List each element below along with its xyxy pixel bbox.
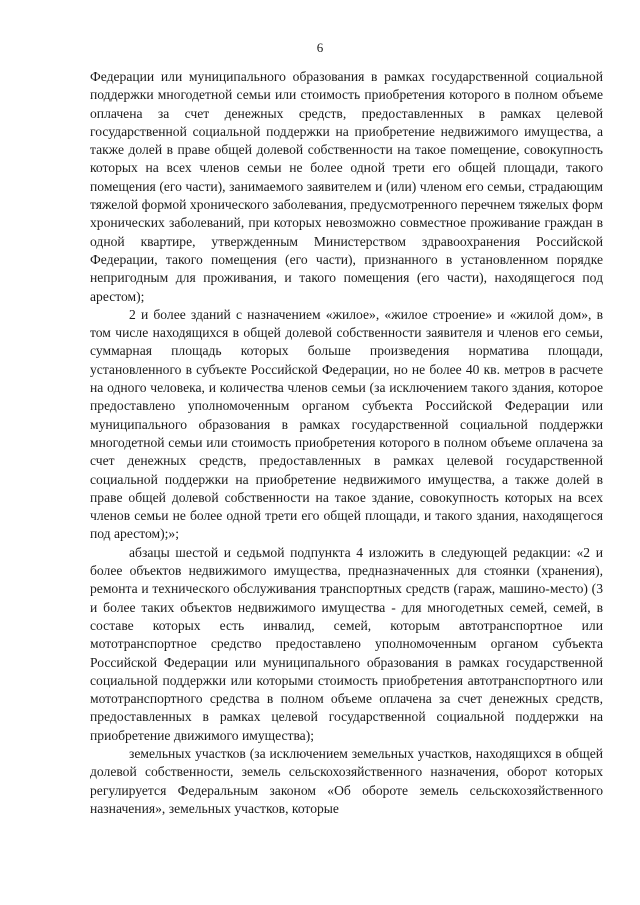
paragraph-buildings: 2 и более зданий с назначением «жилое», «жилое строение» и «жилой дом», в том числе находящихся в общей долевой собственности заявителя и членов его семьи, суммарная площадь которых больше произведения норматива площади, установленного в субъекте Российской Федерации, но не более 40 кв. метров в расчете на одного человека, и количества членов семьи (за исключением такого здания, которое предоставлено уполномоченным органом субъекта Российской Федерации или муниципального образования в рамках государственной социальной поддержки многодетной семьи или стоимость приобретения которого в полном объеме оплачена за счет денежных средств, предоставленных в рамках целевой государственной социальной поддержки на приобретение недвижимого имущества, а также долей в праве общей долевой собственности на такое здание, совокупность которых на всех членов семьи не более одной трети его общей площади, и такого здания, находящегося под арестом);»; [90, 306, 603, 542]
page-number: 6 [316, 40, 324, 55]
paragraph-land-plots: земельных участков (за исключением земельных участков, находящихся в общей долевой собственности, земель сельскохозяйственного назначения, оборот которых регулируется Федеральным законом «Об обороте земель сельскохозяйственного назначения», земельных участков, которые [90, 745, 603, 816]
paragraph-amendment: абзацы шестой и седьмой подпункта 4 изложить в следующей редакции: «2 и более объектов недвижимого имущества, предназначенных для стоянки (хранения), ремонта и технического обслуживания транспортных средств (гараж, машино-место) (3 и более таких объектов недвижимого имущества - для многодетных семей, семей, в составе которых есть инвалид, семей, которым автотранспортное или мототранспортное средство предоставлено уполномоченным органом субъекта Российской Федерации или муниципального образования в рамках государственной социальной поддержки или которыми стоимость приобретения автотранспортного или мототранспортного средства в полном объеме оплачена за счет денежных средств, предоставленных в рамках целевой государственной социальной поддержки на приобретение движимого имущества); [90, 544, 603, 743]
document-body [90, 68, 603, 818]
paragraph-continuation: Федерации или муниципального образования в рамках государственной социальной поддержки многодетной семьи или стоимость приобретения которого в полном объеме оплачена за счет денежных средств, предоставленных в рамках целевой государственной социальной поддержки на приобретение недвижимого имущества, а также долей в праве общей долевой собственности на такое помещение, совокупность которых на всех членов семьи не более одной трети его общей площади, такого помещения (его части), занимаемого заявителем и (или) членом его семьи, страдающим тяжелой формой хронического заболевания, предусмотренного перечнем тяжелых форм хронических заболеваний, при которых невозможно совместное проживание граждан в одной квартире, утвержденным Министерством здравоохранения Российской Федерации, такого помещения (его части), признанного в установленном порядке непригодным для проживания, и такого помещения (его части), находящегося под арестом); [90, 69, 603, 304]
